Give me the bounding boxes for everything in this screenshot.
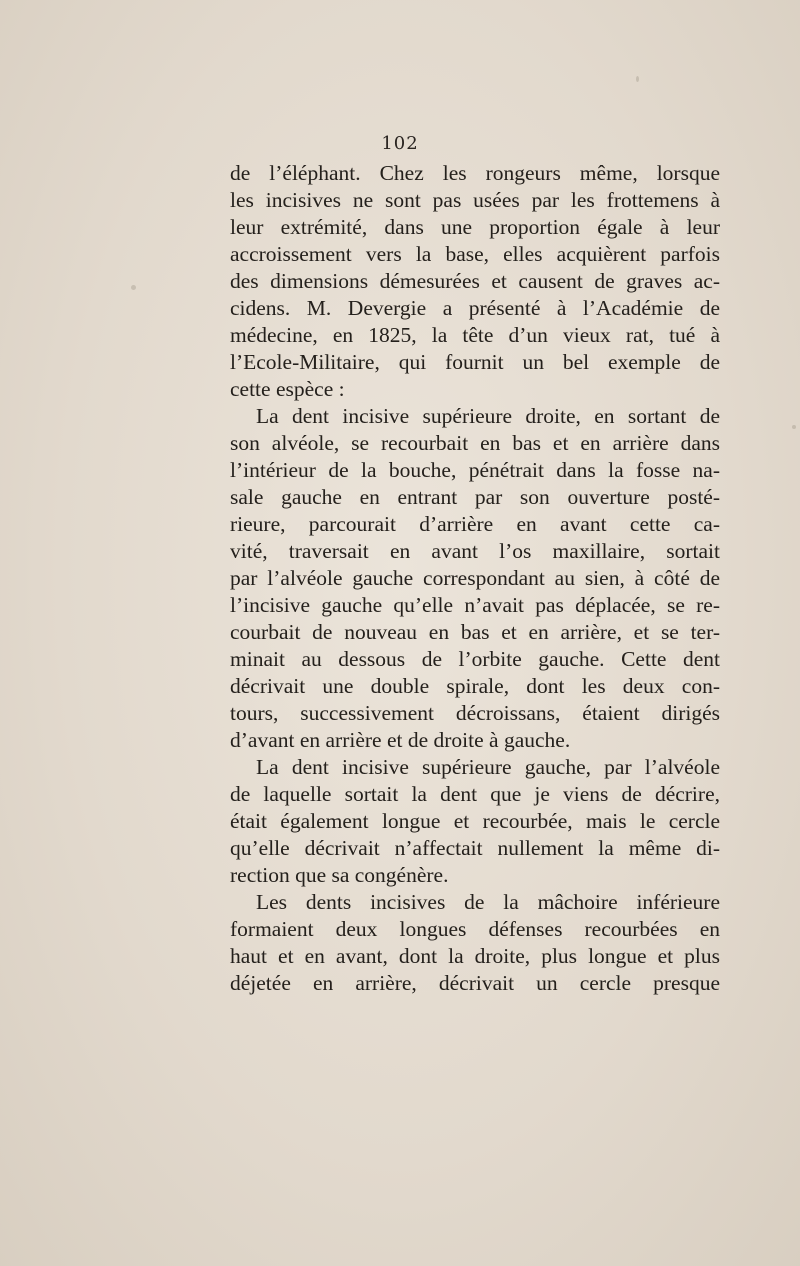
text-line: sale gauche en entrant par son ouverture posté- (230, 485, 720, 509)
text-line: les incisives ne sont pas usées par les frottemens à (230, 188, 720, 212)
text-line: leur extrémité, dans une proportion égale à leur (230, 215, 720, 239)
text-line: rieure, parcourait d’arrière en avant cette ca- (230, 512, 720, 536)
text-line: tours, successivement décroissans, étaient dirigés (230, 701, 720, 725)
text-line: qu’elle décrivait n’affectait nullement la même di- (230, 836, 720, 860)
text-line: cidens. M. Devergie a présenté à l’Académie de (230, 296, 720, 320)
paper-spot (131, 285, 136, 290)
text-line: Les dents incisives de la mâchoire inférieure (256, 890, 720, 914)
text-line: haut et en avant, dont la droite, plus longue et plus (230, 944, 720, 968)
text-line: courbait de nouveau en bas et en arrière, et se ter- (230, 620, 720, 644)
text-line: rection que sa congénère. (230, 863, 449, 887)
text-line: La dent incisive supérieure droite, en sortant de (256, 404, 720, 428)
text-line: d’avant en arrière et de droite à gauche. (230, 728, 571, 752)
text-line: était également longue et recourbée, mais le cercle (230, 809, 720, 833)
text-line: vité, traversait en avant l’os maxillaire, sortait (230, 539, 720, 563)
text-line: de laquelle sortait la dent que je viens de décrire, (230, 782, 720, 806)
text-line: par l’alvéole gauche correspondant au sien, à côté de (230, 566, 720, 590)
text-line: déjetée en arrière, décrivait un cercle presque (230, 971, 720, 995)
paper-spot (636, 76, 639, 82)
text-line: cette espèce : (230, 377, 345, 401)
text-line: son alvéole, se recourbait en bas et en arrière dans (230, 431, 720, 455)
text-line: minait au dessous de l’orbite gauche. Cette dent (230, 647, 720, 671)
page-number: 102 (381, 133, 419, 154)
body-text (230, 160, 720, 997)
text-line: de l’éléphant. Chez les rongeurs même, lorsque (230, 161, 720, 185)
text-line: l’Ecole-Militaire, qui fournit un bel exemple de (230, 350, 720, 374)
paper-spot (792, 425, 796, 429)
text-line: accroissement vers la base, elles acquièrent parfois (230, 242, 720, 266)
text-line: formaient deux longues défenses recourbées en (230, 917, 720, 941)
text-line: des dimensions démesurées et causent de graves ac- (230, 269, 720, 293)
text-line: médecine, en 1825, la tête d’un vieux rat, tué à (230, 323, 720, 347)
text-line: l’intérieur de la bouche, pénétrait dans la fosse na- (230, 458, 720, 482)
text-line: l’incisive gauche qu’elle n’avait pas déplacée, se re- (230, 593, 720, 617)
text-line: La dent incisive supérieure gauche, par l’alvéole (256, 755, 720, 779)
text-line: décrivait une double spirale, dont les deux con- (230, 674, 720, 698)
